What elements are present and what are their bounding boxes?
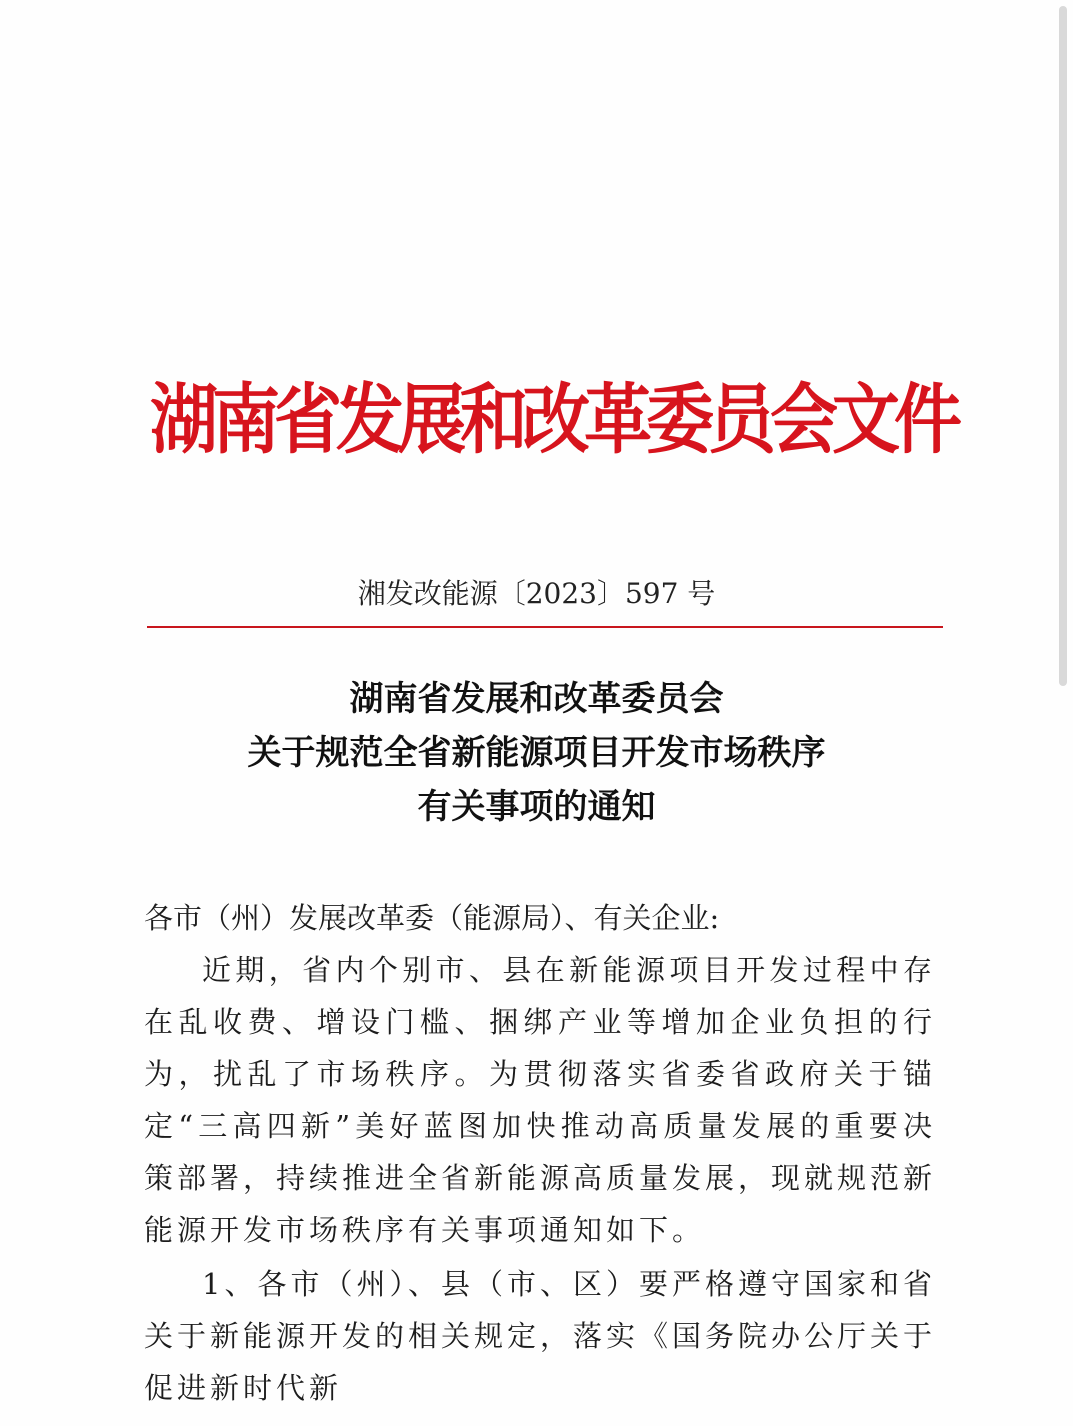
title-line-1: 湖南省发展和改革委员会 [349,679,724,719]
document-title [0,672,1073,834]
document-number: 湘发改能源〔2023〕597 号 [357,577,716,610]
scrollbar-thumb[interactable] [1059,6,1067,686]
body-paragraph-item-1: 1、各市（州）、县（市、区）要严格遵守国家和省关于新能源开发的相关规定，落实《国务院办公厅关于促进新时代新 [144,1267,937,1405]
document-body [144,892,936,1414]
body-paragraph-intro: 近期，省内个别市、县在新能源项目开发过程中存在乱收费、增设门槛、捆绑产业等增加企业负担的行为，扰乱了市场秩序。为贯彻落实省委省政府关于锚定“三高四新”美好蓝图加快推动高质量发展的重要决策部署，持续推进全省新能源高质量发展，现就规范新能源开发市场秩序有关事项通知如下。 [144,953,937,1247]
issuer-red-header: 湖南省发展和改革委员会文件 [150,375,957,465]
addressee-line: 各市（州）发展改革委（能源局）、有关企业: [144,901,720,935]
title-line-3: 有关事项的通知 [417,787,656,827]
vertical-scrollbar[interactable] [1057,0,1067,1426]
title-line-2: 关于规范全省新能源项目开发市场秩序 [247,733,826,773]
red-divider-line [147,626,943,628]
